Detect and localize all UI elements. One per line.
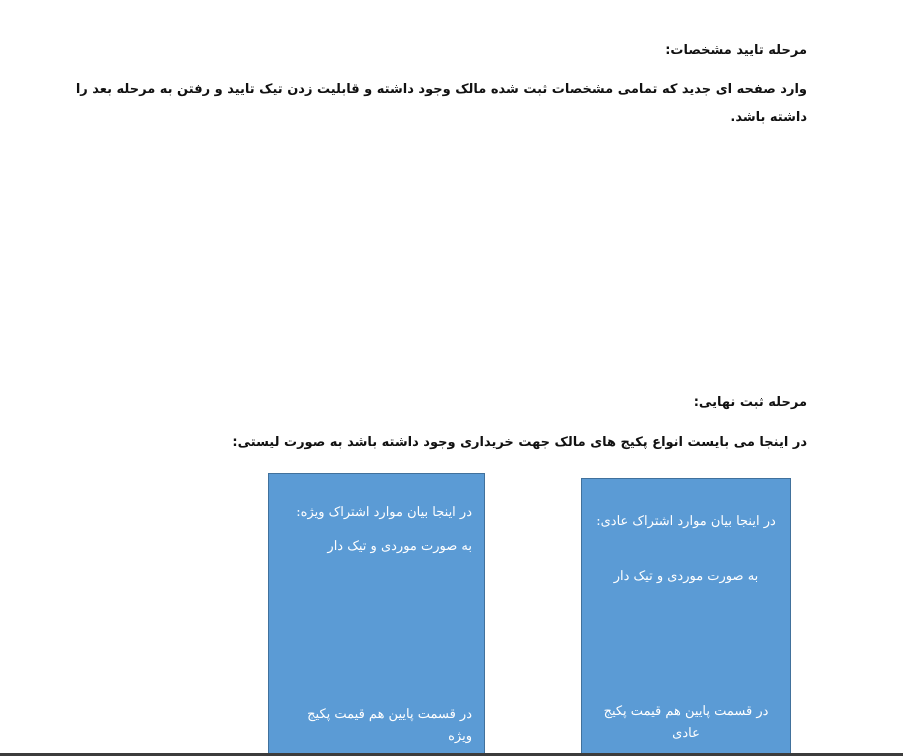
special-package-title: در اینجا بیان موارد اشتراک ویژه: [296, 505, 472, 520]
final-step-paragraph: در اینجا می بایست انواع پکیج های مالک جهت خریداری وجود داشته باشد به صورت لیستی: [232, 435, 807, 450]
special-package-box [268, 473, 485, 756]
confirm-step-heading: مرحله تایید مشخصات: [665, 43, 807, 58]
special-package-subtitle: به صورت موردی و تیک دار [327, 539, 472, 554]
special-package-price-note: در قسمت پایین هم قیمت پکیج ویژه [307, 707, 472, 744]
confirm-step-paragraph: وارد صفحه ای جدید که تمامی مشخصات ثبت شده مالک وجود داشته و قابلیت زدن تیک تایید و رفتن به مرحله بعد را داشته باشد. [75, 82, 807, 125]
normal-package-subtitle: به صورت موردی و تیک دار [613, 569, 759, 584]
normal-package-box [581, 478, 791, 756]
normal-package-price-note: در قسمت پایین هم قیمت پکیج عادی [603, 704, 769, 741]
final-step-heading: مرحله ثبت نهایی: [693, 395, 807, 410]
normal-package-title: در اینجا بیان موارد اشتراک عادی: [596, 514, 776, 529]
